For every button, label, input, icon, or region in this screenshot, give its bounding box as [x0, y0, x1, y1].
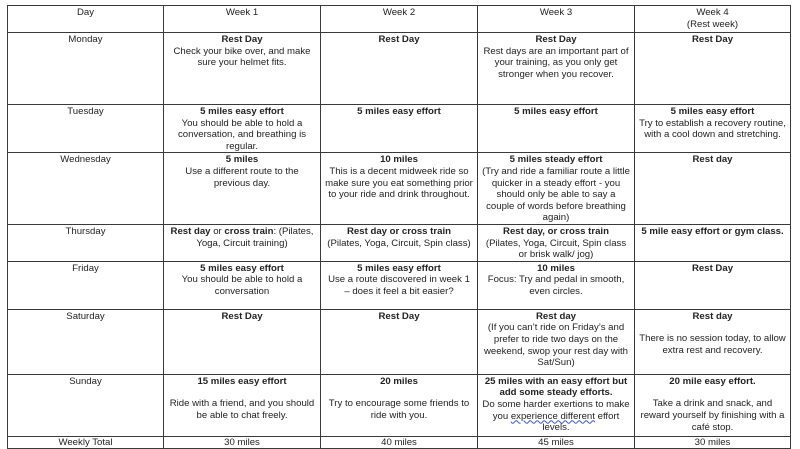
session-note-part: effort levels.: [542, 410, 620, 434]
session-note: Take a drink and snack, and reward yourself by finishing with a café stop.: [640, 398, 785, 433]
cell-week-1: [164, 374, 321, 436]
cell-week-2: [321, 374, 478, 436]
session-note: (Try and ride a familiar route a little quicker in a steady effort - you should only be able to say a couple of words before breathing again): [482, 165, 630, 224]
day-cell: [8, 224, 164, 261]
session-title: 20 mile easy effort.: [669, 375, 756, 387]
total-week-4: [635, 436, 791, 448]
session-note: (If you can’t ride on Friday’s and prefer to ride two days on the weekend, swop your rest day with Sat/Sun): [484, 322, 628, 369]
day-label: Friday: [72, 262, 99, 274]
session-note: Check your bike over, and make sure your helmet fits.: [173, 45, 311, 69]
session-title: 5 miles easy effort: [200, 106, 284, 117]
day-cell: [8, 261, 164, 309]
table-row-sunday: [8, 374, 791, 436]
session-title: Rest Day: [535, 34, 577, 45]
session-title: 10 miles: [537, 262, 575, 274]
session-note: This is a decent midweek ride so make sure you eat something prior to your ride and drink throughout.: [325, 165, 473, 201]
total-value: 45 miles: [538, 436, 574, 448]
session-note: Ride with a friend, and you should be able to chat freely.: [169, 398, 315, 421]
day-cell: [8, 105, 164, 153]
session-title: 5 miles easy effort: [357, 262, 441, 274]
session-note: [168, 226, 316, 249]
training-plan-table: [7, 5, 791, 449]
session-title: 5 miles easy effort: [357, 106, 441, 117]
cell-week-1: [164, 261, 321, 309]
header-label: Week 2: [382, 7, 416, 18]
session-note-detail: : (Pilates, Yoga, Circuit training): [196, 225, 314, 249]
session-title: 20 miles: [380, 375, 418, 387]
total-value: 30 miles: [694, 436, 731, 448]
session-note: You should be able to hold a conversation, and breathing is regular.: [178, 117, 306, 152]
day-label: Sunday: [69, 375, 102, 387]
day-cell: [8, 436, 164, 448]
header-label: Week 3: [539, 7, 573, 18]
session-note: (Pilates, Yoga, Circuit, Spin class or brisk walk/ jog): [485, 237, 627, 261]
session-title: Rest day: [170, 225, 211, 237]
header-week-4: [635, 6, 791, 33]
spellcheck-underlined-text: experience different: [510, 410, 595, 422]
cell-week-1: [164, 153, 321, 225]
cell-week-1: [164, 33, 321, 105]
session-title: 5 miles: [225, 154, 259, 166]
session-title: 5 mile easy effort or gym class.: [641, 225, 784, 237]
cell-week-4: [635, 374, 791, 436]
total-value: 30 miles: [224, 436, 260, 448]
cell-week-2: [321, 153, 478, 225]
cell-week-3: [478, 309, 635, 374]
header-label: Day: [76, 7, 95, 18]
cell-week-2: [321, 224, 478, 261]
total-week-2: [321, 436, 478, 448]
total-value: 40 miles: [381, 436, 417, 448]
session-title: Rest day or cross train: [347, 225, 451, 237]
session-note: Try to encourage some friends to ride with you.: [328, 398, 470, 421]
spacer: [639, 387, 786, 398]
day-cell: [8, 374, 164, 436]
session-note: You should be able to hold a conversation: [181, 274, 303, 297]
session-title: 10 miles: [380, 154, 418, 166]
day-label: Wednesday: [60, 154, 111, 166]
session-title: Rest Day: [691, 262, 734, 274]
day-label: Tuesday: [67, 106, 104, 117]
session-title: 5 miles easy effort: [670, 106, 755, 117]
day-cell: [8, 33, 164, 105]
day-cell: [8, 309, 164, 374]
header-week-3: [478, 6, 635, 33]
session-title: Rest day, or cross train: [503, 225, 609, 237]
spacer: [168, 387, 316, 398]
spacer: [325, 387, 473, 398]
table-row-wednesday: [8, 153, 791, 225]
table-row-saturday: [8, 309, 791, 374]
session-title: Rest day: [536, 310, 576, 322]
header-sublabel: (Rest week): [686, 18, 739, 30]
day-label: Thursday: [65, 225, 106, 237]
table-row-tuesday: [8, 105, 791, 153]
cell-week-4: [635, 261, 791, 309]
cell-week-2: [321, 309, 478, 374]
session-note: [482, 399, 630, 434]
total-label: Weekly Total: [58, 436, 113, 448]
header-day: [8, 6, 164, 33]
cell-week-1: [164, 309, 321, 374]
session-title: Rest Day: [378, 310, 420, 322]
cell-week-4: [635, 309, 791, 374]
cell-week-4: [635, 153, 791, 225]
session-note: There is no session today, to allow extra rest and recovery.: [639, 333, 786, 356]
cell-week-2: [321, 105, 478, 153]
header-label: Week 4: [696, 7, 729, 18]
session-title: 5 miles easy effort: [514, 106, 598, 117]
cell-week-3: [478, 224, 635, 261]
header-week-2: [321, 6, 478, 33]
cell-week-3: [478, 33, 635, 105]
session-title: 15 miles easy effort: [197, 375, 287, 387]
header-label: Week 1: [225, 7, 259, 18]
session-note: Rest days are an important part of your training, as you only get stronger when you recover.: [483, 45, 629, 80]
cell-week-3: [478, 105, 635, 153]
header-row: [8, 6, 791, 33]
session-title: cross train: [224, 225, 274, 237]
cell-week-3: [478, 153, 635, 225]
session-note: Focus: Try and pedal in smooth, even circles.: [487, 274, 625, 297]
session-note: Try to establish a recovery routine, with a cool down and stretching.: [639, 117, 786, 141]
session-title: Rest day: [692, 310, 733, 322]
cell-week-4: [635, 105, 791, 153]
cell-week-2: [321, 33, 478, 105]
day-cell: [8, 153, 164, 225]
session-note: (Pilates, Yoga, Circuit, Spin class): [327, 237, 471, 249]
session-note-part: Do some harder exertions to make you: [482, 398, 630, 422]
session-title: Rest Day: [221, 310, 263, 322]
cell-week-4: [635, 224, 791, 261]
connector-text: or: [210, 225, 225, 237]
table-row-monday: [8, 33, 791, 105]
table-row-thursday: [8, 224, 791, 261]
cell-week-3: [478, 261, 635, 309]
session-title: 5 miles steady effort: [509, 154, 603, 166]
header-week-1: [164, 6, 321, 33]
session-title: Rest Day: [691, 34, 734, 45]
session-title: 25 miles with an easy effort but add some steady efforts.: [484, 375, 628, 399]
spacer: [639, 322, 786, 333]
cell-week-4: [635, 33, 791, 105]
session-note: Use a route discovered in week 1 – does it feel a bit easier?: [328, 274, 470, 297]
cell-week-2: [321, 261, 478, 309]
total-week-1: [164, 436, 321, 448]
session-title: Rest Day: [221, 34, 263, 45]
session-title: 5 miles easy effort: [200, 262, 284, 274]
cell-week-1: [164, 224, 321, 261]
cell-week-3: [478, 374, 635, 436]
cell-week-1: [164, 105, 321, 153]
session-title: Rest day: [692, 154, 733, 166]
table-row-weekly-total: [8, 436, 791, 448]
day-label: Monday: [68, 34, 103, 45]
table-row-friday: [8, 261, 791, 309]
total-week-3: [478, 436, 635, 448]
session-title: Rest Day: [378, 34, 420, 45]
day-label: Saturday: [66, 310, 105, 322]
session-note: Use a different route to the previous day.: [185, 165, 299, 189]
